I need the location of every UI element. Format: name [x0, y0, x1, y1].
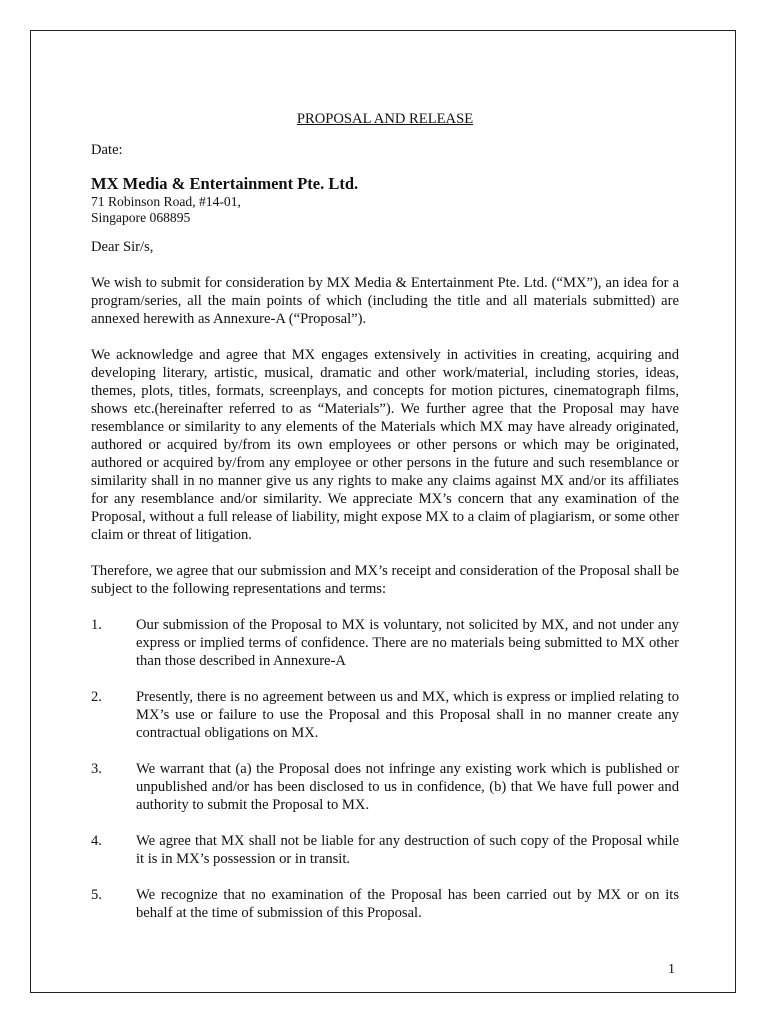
- term-number: 4.: [91, 833, 102, 849]
- recipient-name: MX Media & Entertainment Pte. Ltd.: [91, 174, 359, 193]
- date-label: Date:: [91, 142, 123, 158]
- terms-list: [91, 616, 679, 922]
- term-number: 3.: [91, 761, 102, 777]
- term-item: [91, 760, 679, 814]
- address-line-2: Singapore 068895: [91, 210, 191, 225]
- term-text: We warrant that (a) the Proposal does not infringe any existing work which is published or unpublished and/or has been disclosed to us in confidence, (b) that We have full power and authority to submit the Proposal to MX.: [136, 761, 679, 813]
- page-number: 1: [668, 962, 675, 977]
- term-item: [91, 616, 679, 670]
- recipient-address-block: [91, 174, 679, 226]
- paragraph-terms-intro: Therefore, we agree that our submission and MX’s receipt and consideration of the Proposal shall be subject to the following representations and terms:: [91, 563, 679, 597]
- paragraph-submission: We wish to submit for consideration by MX Media & Entertainment Pte. Ltd. (“MX”), an idea for a program/series, all the main points of which (including the title and all materials submitted) are annexed herewith as Annexure-A (“Proposal”).: [91, 275, 679, 327]
- term-text: Presently, there is no agreement between us and MX, which is express or implied relating to MX’s use or failure to use the Proposal and this Proposal shall in no manner create any contractual obligations on MX.: [136, 689, 679, 741]
- document-body: [91, 110, 679, 940]
- term-text: We recognize that no examination of the Proposal has been carried out by MX or on its behalf at the time of submission of this Proposal.: [136, 887, 679, 921]
- term-number: 2.: [91, 689, 102, 705]
- term-number: 1.: [91, 617, 102, 633]
- term-text: Our submission of the Proposal to MX is voluntary, not solicited by MX, and not under any express or implied terms of confidence. There are no materials being submitted to MX other than those described in Annexure-A: [136, 617, 679, 669]
- term-number: 5.: [91, 887, 102, 903]
- term-item: [91, 688, 679, 742]
- term-text: We agree that MX shall not be liable for any destruction of such copy of the Proposal while it is in MX’s possession or in transit.: [136, 833, 679, 867]
- term-item: [91, 832, 679, 868]
- term-item: [91, 886, 679, 922]
- document-title: PROPOSAL AND RELEASE: [296, 111, 474, 127]
- salutation: Dear Sir/s,: [91, 239, 154, 255]
- paragraph-acknowledgement: We acknowledge and agree that MX engages extensively in activities in creating, acquiring and developing literary, artistic, musical, dramatic and other work/material, including stories, ideas, themes, plots, titles, formats, screenplays, and concepts for motion pictures, cinematograph films, shows etc.(hereinafter referred to as “Materials”). We further agree that the Proposal may have resemblance or similarity to any elements of the Materials which MX may have already originated, authored or acquired by/from its own employees or other persons or which may be originated, authored or acquired by/from any employee or other persons in the future and such resemblance or similarity shall in no manner give us any rights to make any claims against MX and/or its affiliates for any resemblance and/or similarity. We appreciate MX’s concern that any examination of the Proposal, without a full release of liability, might expose MX to a claim of plagiarism, or some other claim or threat of litigation.: [91, 347, 679, 543]
- address-line-1: 71 Robinson Road, #14-01,: [91, 194, 241, 209]
